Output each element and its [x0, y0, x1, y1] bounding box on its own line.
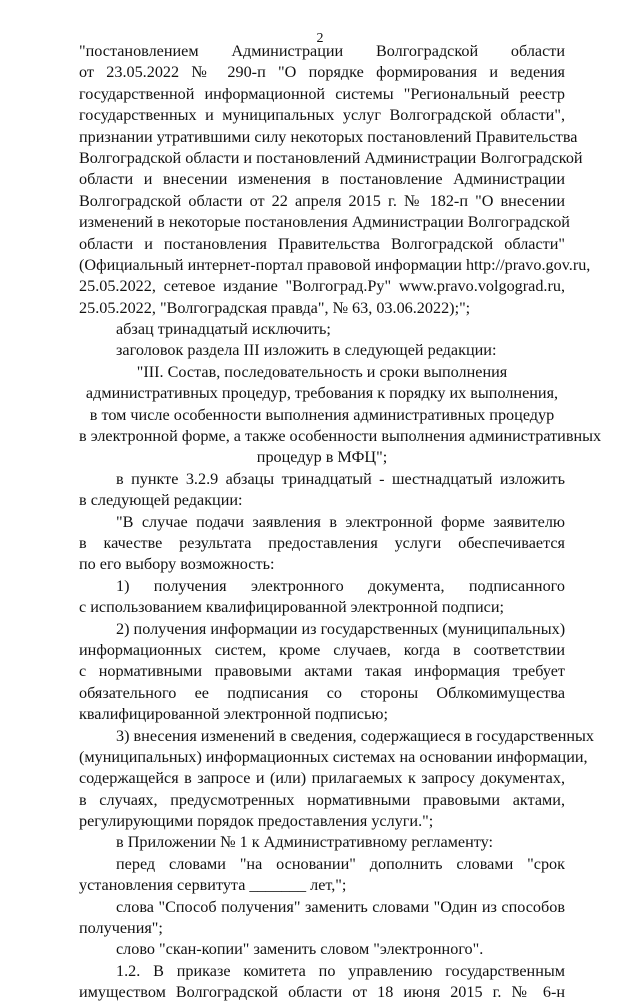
text-line: слово "скан-копии" заменить словом "электронного". — [116, 940, 484, 959]
text-line: "В случае подачи заявления в электронной форме заявителю — [116, 512, 565, 531]
text-line: 25.05.2022, "Волгоградская правда", № 63, 03.06.2022);"; — [79, 298, 471, 317]
text-line: государственной информационной системы "Региональный реестр — [79, 84, 565, 103]
document-body — [79, 41, 602, 1004]
text-line: по его выбору возможность: — [79, 555, 275, 574]
text-line: 2) получения информации из государственных (муниципальных) — [116, 619, 566, 638]
text-line: 1.2. В приказе комитета по управлению государственным — [116, 961, 565, 980]
text-line: области и постановления Правительства Волгоградской области" — [79, 234, 565, 253]
section-heading-line: в электронной форме, а также особенности выполнения административных — [79, 427, 602, 446]
section-heading-line: административных процедур, требования к порядку их выполнения, — [85, 384, 559, 403]
text-line: "постановлением Администрации Волгоградской области — [79, 42, 565, 60]
text-line: регулирующими порядок предоставления услуги."; — [79, 812, 434, 831]
section-heading-line: "III. Состав, последовательность и сроки выполнения — [136, 362, 508, 381]
text-line: квалифицированной электронной подписью; — [79, 705, 388, 724]
text-line: признании утратившими силу некоторых постановлений Правительства — [79, 127, 578, 146]
text-line: содержащейся в запросе и (или) прилагаемых к запросу документах, — [79, 769, 565, 788]
text-line: государственных и муниципальных услуг Волгоградской области", — [79, 106, 565, 125]
text-line: в Приложении № 1 к Административному регламенту: — [116, 833, 494, 852]
text-line: 25.05.2022, сетевое издание "Волгоград.Ру" www.pravo.volgograd.ru, — [79, 277, 565, 296]
page-number: 2 — [316, 31, 324, 46]
text-line: в следующей редакции: — [79, 491, 243, 510]
text-line: в случаях, предусмотренных нормативными правовыми актами, — [79, 790, 565, 809]
text-line: области и внесении изменения в постановление Администрации — [79, 170, 565, 189]
text-line: от 23.05.2022 № 290-п "О порядке формирования и ведения — [79, 63, 565, 82]
text-line: в качестве результата предоставления услуги обеспечивается — [79, 533, 565, 552]
text-line: Волгоградской области от 22 апреля 2015 г. № 182-п "О внесении — [79, 191, 565, 210]
section-heading-line: процедур в МФЦ"; — [256, 448, 388, 467]
text-line: 3) внесения изменений в сведения, содержащиеся в государственных — [116, 726, 594, 745]
text-line: (муниципальных) информационных системах на основании информации, — [79, 747, 588, 766]
text-line: установления сервитута _______ лет,"; — [79, 876, 347, 895]
text-line: 1) получения электронного документа, подписанного — [116, 576, 565, 595]
text-line: Волгоградской области и постановлений Администрации Волгоградской — [79, 148, 583, 167]
text-line: имуществом Волгоградской области от 18 июня 2015 г. № 6-н — [79, 983, 565, 1002]
text-line: слова "Способ получения" заменить словами "Один из способов — [116, 897, 565, 916]
text-line: информационных систем, кроме случаев, когда в соответствии — [79, 640, 565, 659]
text-line: обязательного ее подписания со стороны Облкомимущества — [79, 683, 565, 702]
text-line: заголовок раздела III изложить в следующей редакции: — [116, 341, 497, 360]
text-line: перед словами "на основании" дополнить словами "срок — [116, 854, 565, 873]
text-line: (Официальный интернет-портал правовой информации http://pravo.gov.ru, — [79, 255, 591, 274]
text-line: получения"; — [79, 919, 163, 938]
text-line: с нормативными правовыми актами такая информация требует — [79, 662, 565, 681]
text-line: изменений в некоторые постановления Администрации Волгоградской — [79, 213, 570, 232]
text-line: с использованием квалифицированной электронной подписи; — [79, 598, 505, 617]
section-heading-line: в том числе особенности выполнения административных процедур — [89, 405, 555, 424]
text-line: в пункте 3.2.9 абзацы тринадцатый - шестнадцатый изложить — [116, 469, 565, 488]
text-line: абзац тринадцатый исключить; — [116, 320, 331, 339]
